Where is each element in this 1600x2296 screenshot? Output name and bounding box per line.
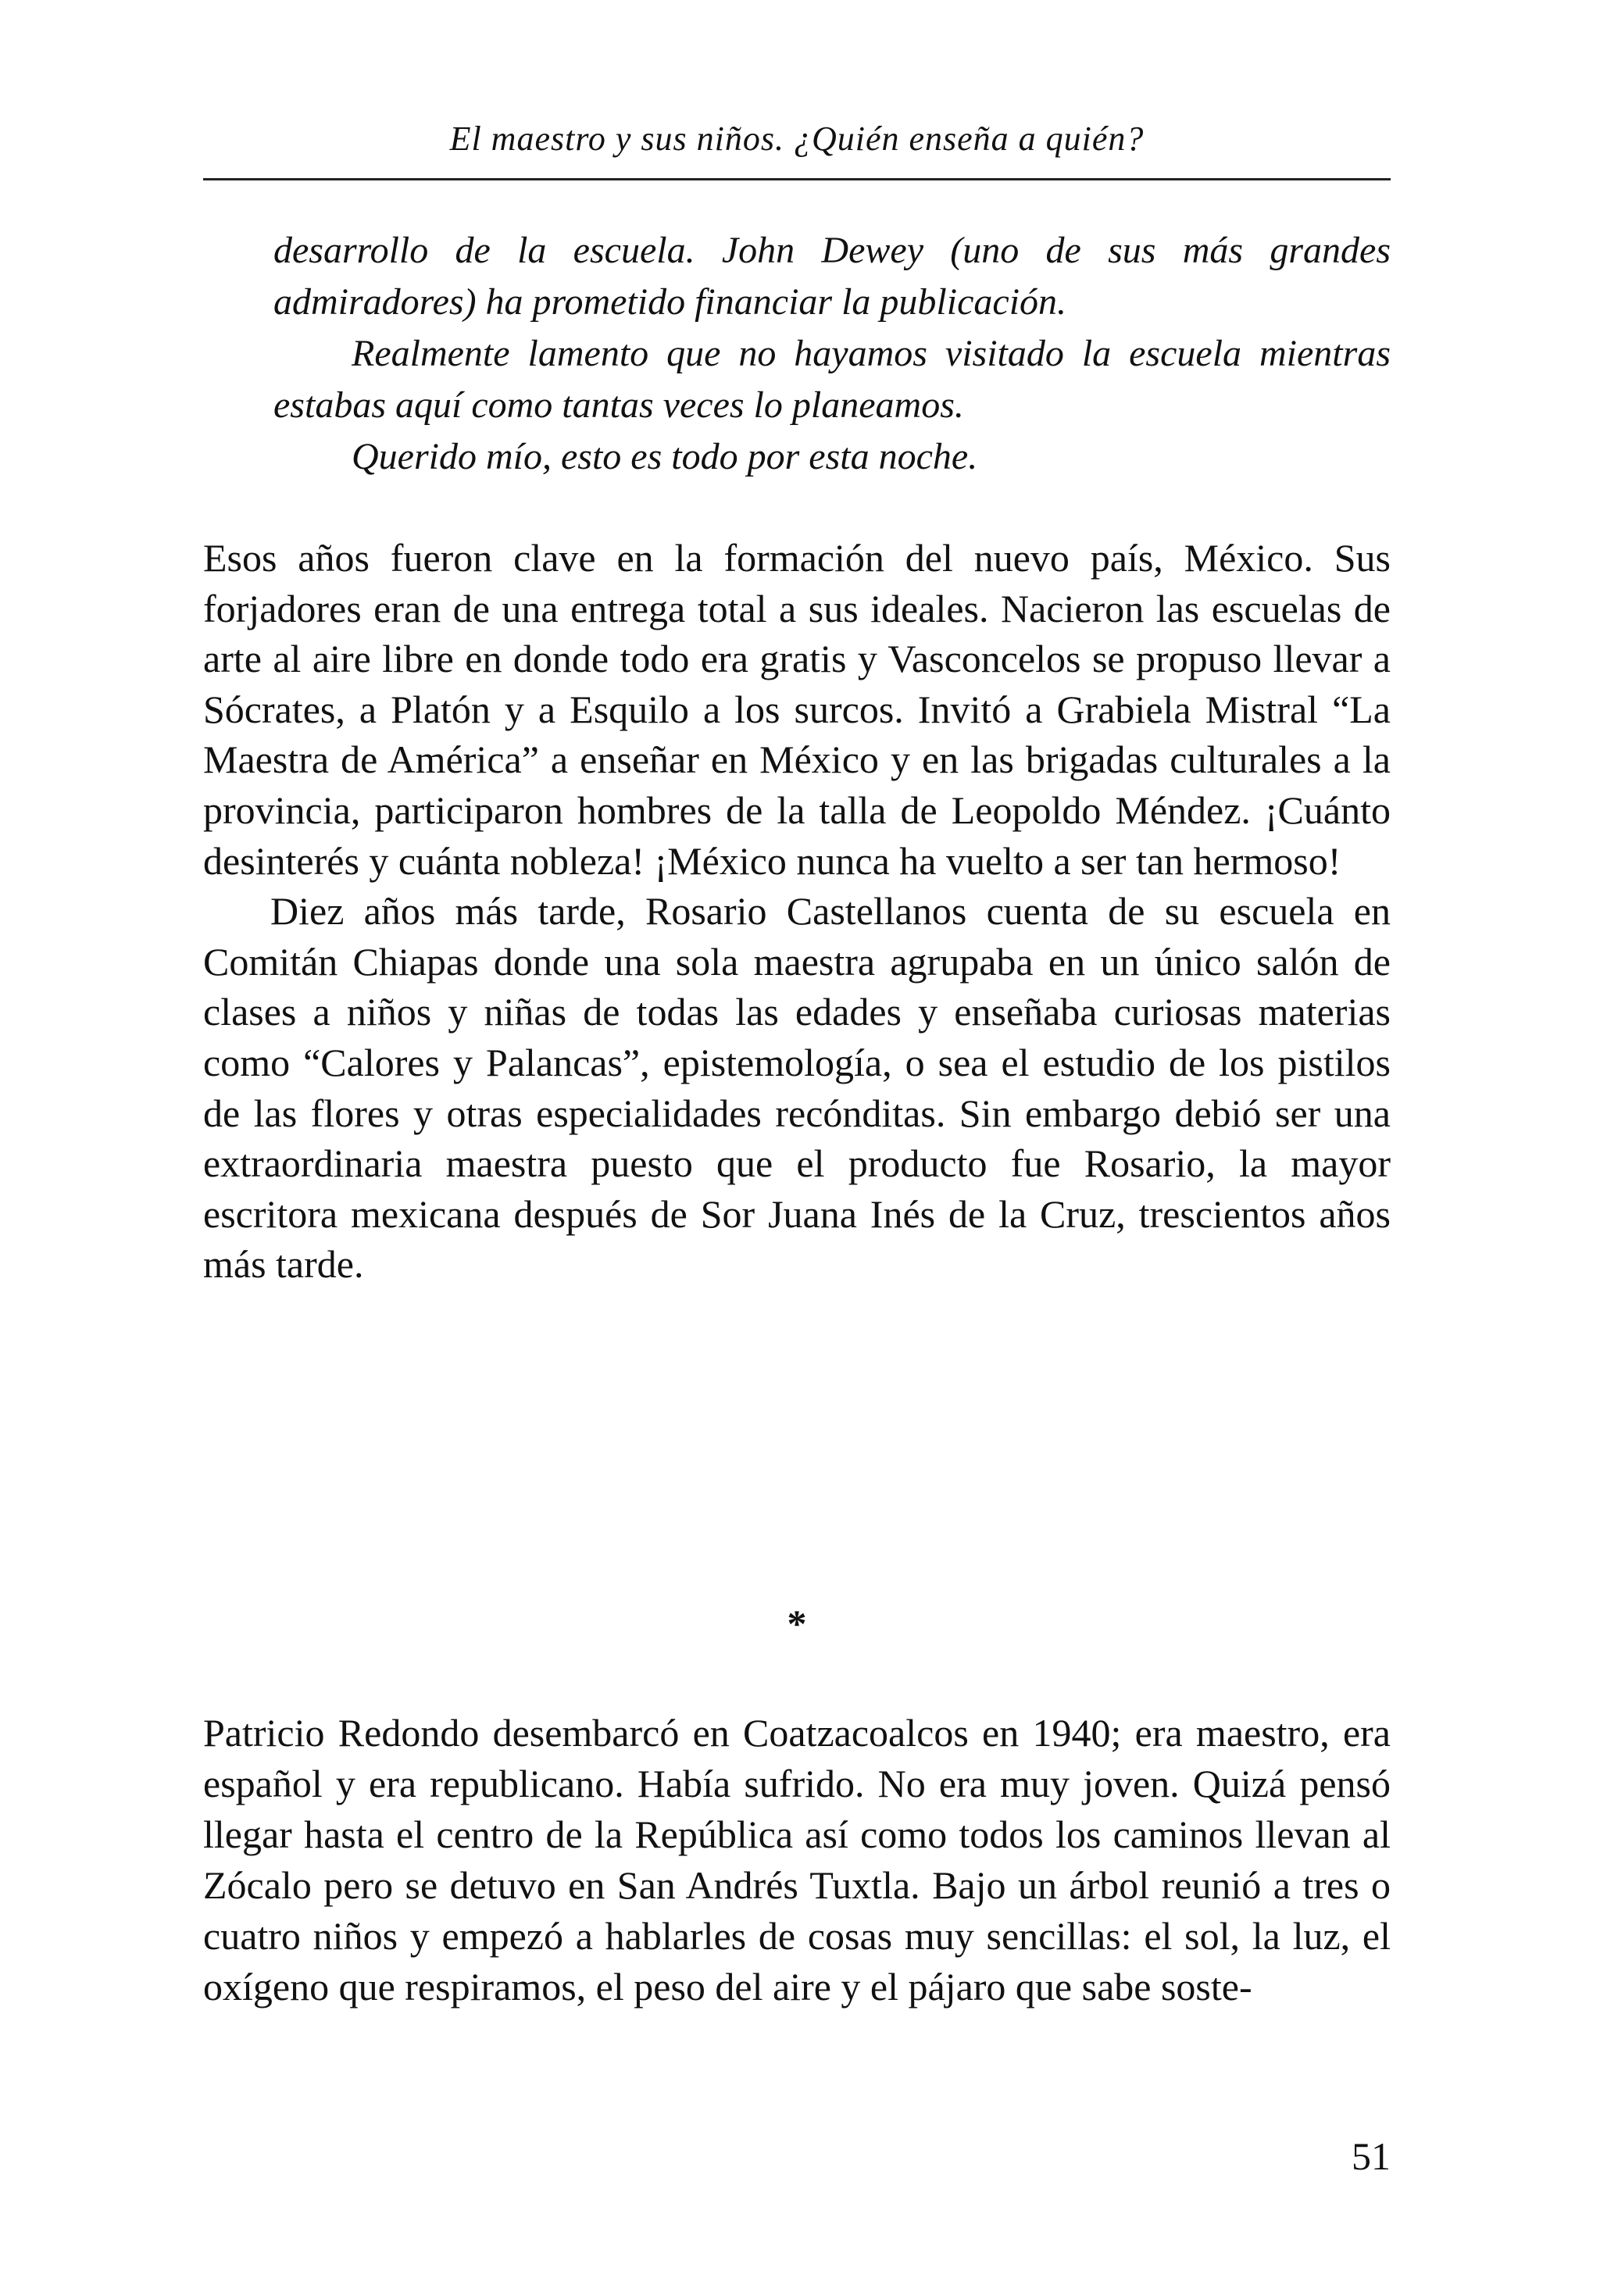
page-number: 51 <box>1352 2134 1391 2178</box>
letter-excerpt <box>273 225 1391 483</box>
body-text-section <box>203 1708 1391 2012</box>
body-paragraph: Patricio Redondo desembarcó en Coatzacoalcos en 1940; era maestro, era español y era republicano. Había sufrido. No era muy joven. Quizá pensó llegar hasta el centro de la República así como todos los caminos llevan al Zócalo pero se detuvo en San Andrés Tuxtla. Bajo un árbol reunió a tres o cuatro niños y empezó a hablarles de cosas muy sencillas: el sol, la luz, el oxígeno que respiramos, el peso del aire y el pájaro que sabe soste- <box>203 1711 1391 2009</box>
body-paragraph: Esos años fueron clave en la formación del nuevo país, México. Sus forjadores eran de una entrega total a sus ideales. Nacieron las escuelas de arte al aire libre en donde todo era gratis y Vasconcelos se propuso llevar a Sócrates, a Platón y a Esquilo a los surcos. Invitó a Grabiela Mistral “La Maestra de América” a enseñar en México y en las brigadas culturales a la provincia, participaron hombres de la talla de Leopoldo Méndez. ¡Cuánto desinterés y cuánta nobleza! ¡México nunca ha vuelto a ser tan hermoso! <box>203 536 1391 883</box>
body-text-section <box>203 533 1391 1290</box>
letter-paragraph: Realmente lamento que no hayamos visitado la escuela mientras estabas aquí como tantas veces lo planeamos. <box>273 333 1391 426</box>
letter-paragraph: Querido mío, esto es todo por esta noche. <box>352 436 978 477</box>
header-rule <box>203 178 1391 180</box>
body-paragraph: Diez años más tarde, Rosario Castellanos cuenta de su escuela en Comitán Chiapas donde una sola maestra agrupaba en un único salón de clases a niños y niñas de todas las edades y enseñaba curiosas materias como “Calores y Palancas”, epistemología, o sea el estudio de los pistilos de las flores y otras especialidades recónditas. Sin embargo debió ser una extraordinaria maestra puesto que el producto fue Rosario, la mayor escritora mexicana después de Sor Juana Inés de la Cruz, trescientos años más tarde. <box>203 889 1391 1287</box>
letter-paragraph: desarrollo de la escuela. John Dewey (uno de sus más grandes admiradores) ha prometido financiar la publicación. <box>273 230 1391 323</box>
running-head: El maestro y sus niños. ¿Quién enseña a quién? <box>449 120 1145 158</box>
section-separator: * <box>787 1601 807 1645</box>
